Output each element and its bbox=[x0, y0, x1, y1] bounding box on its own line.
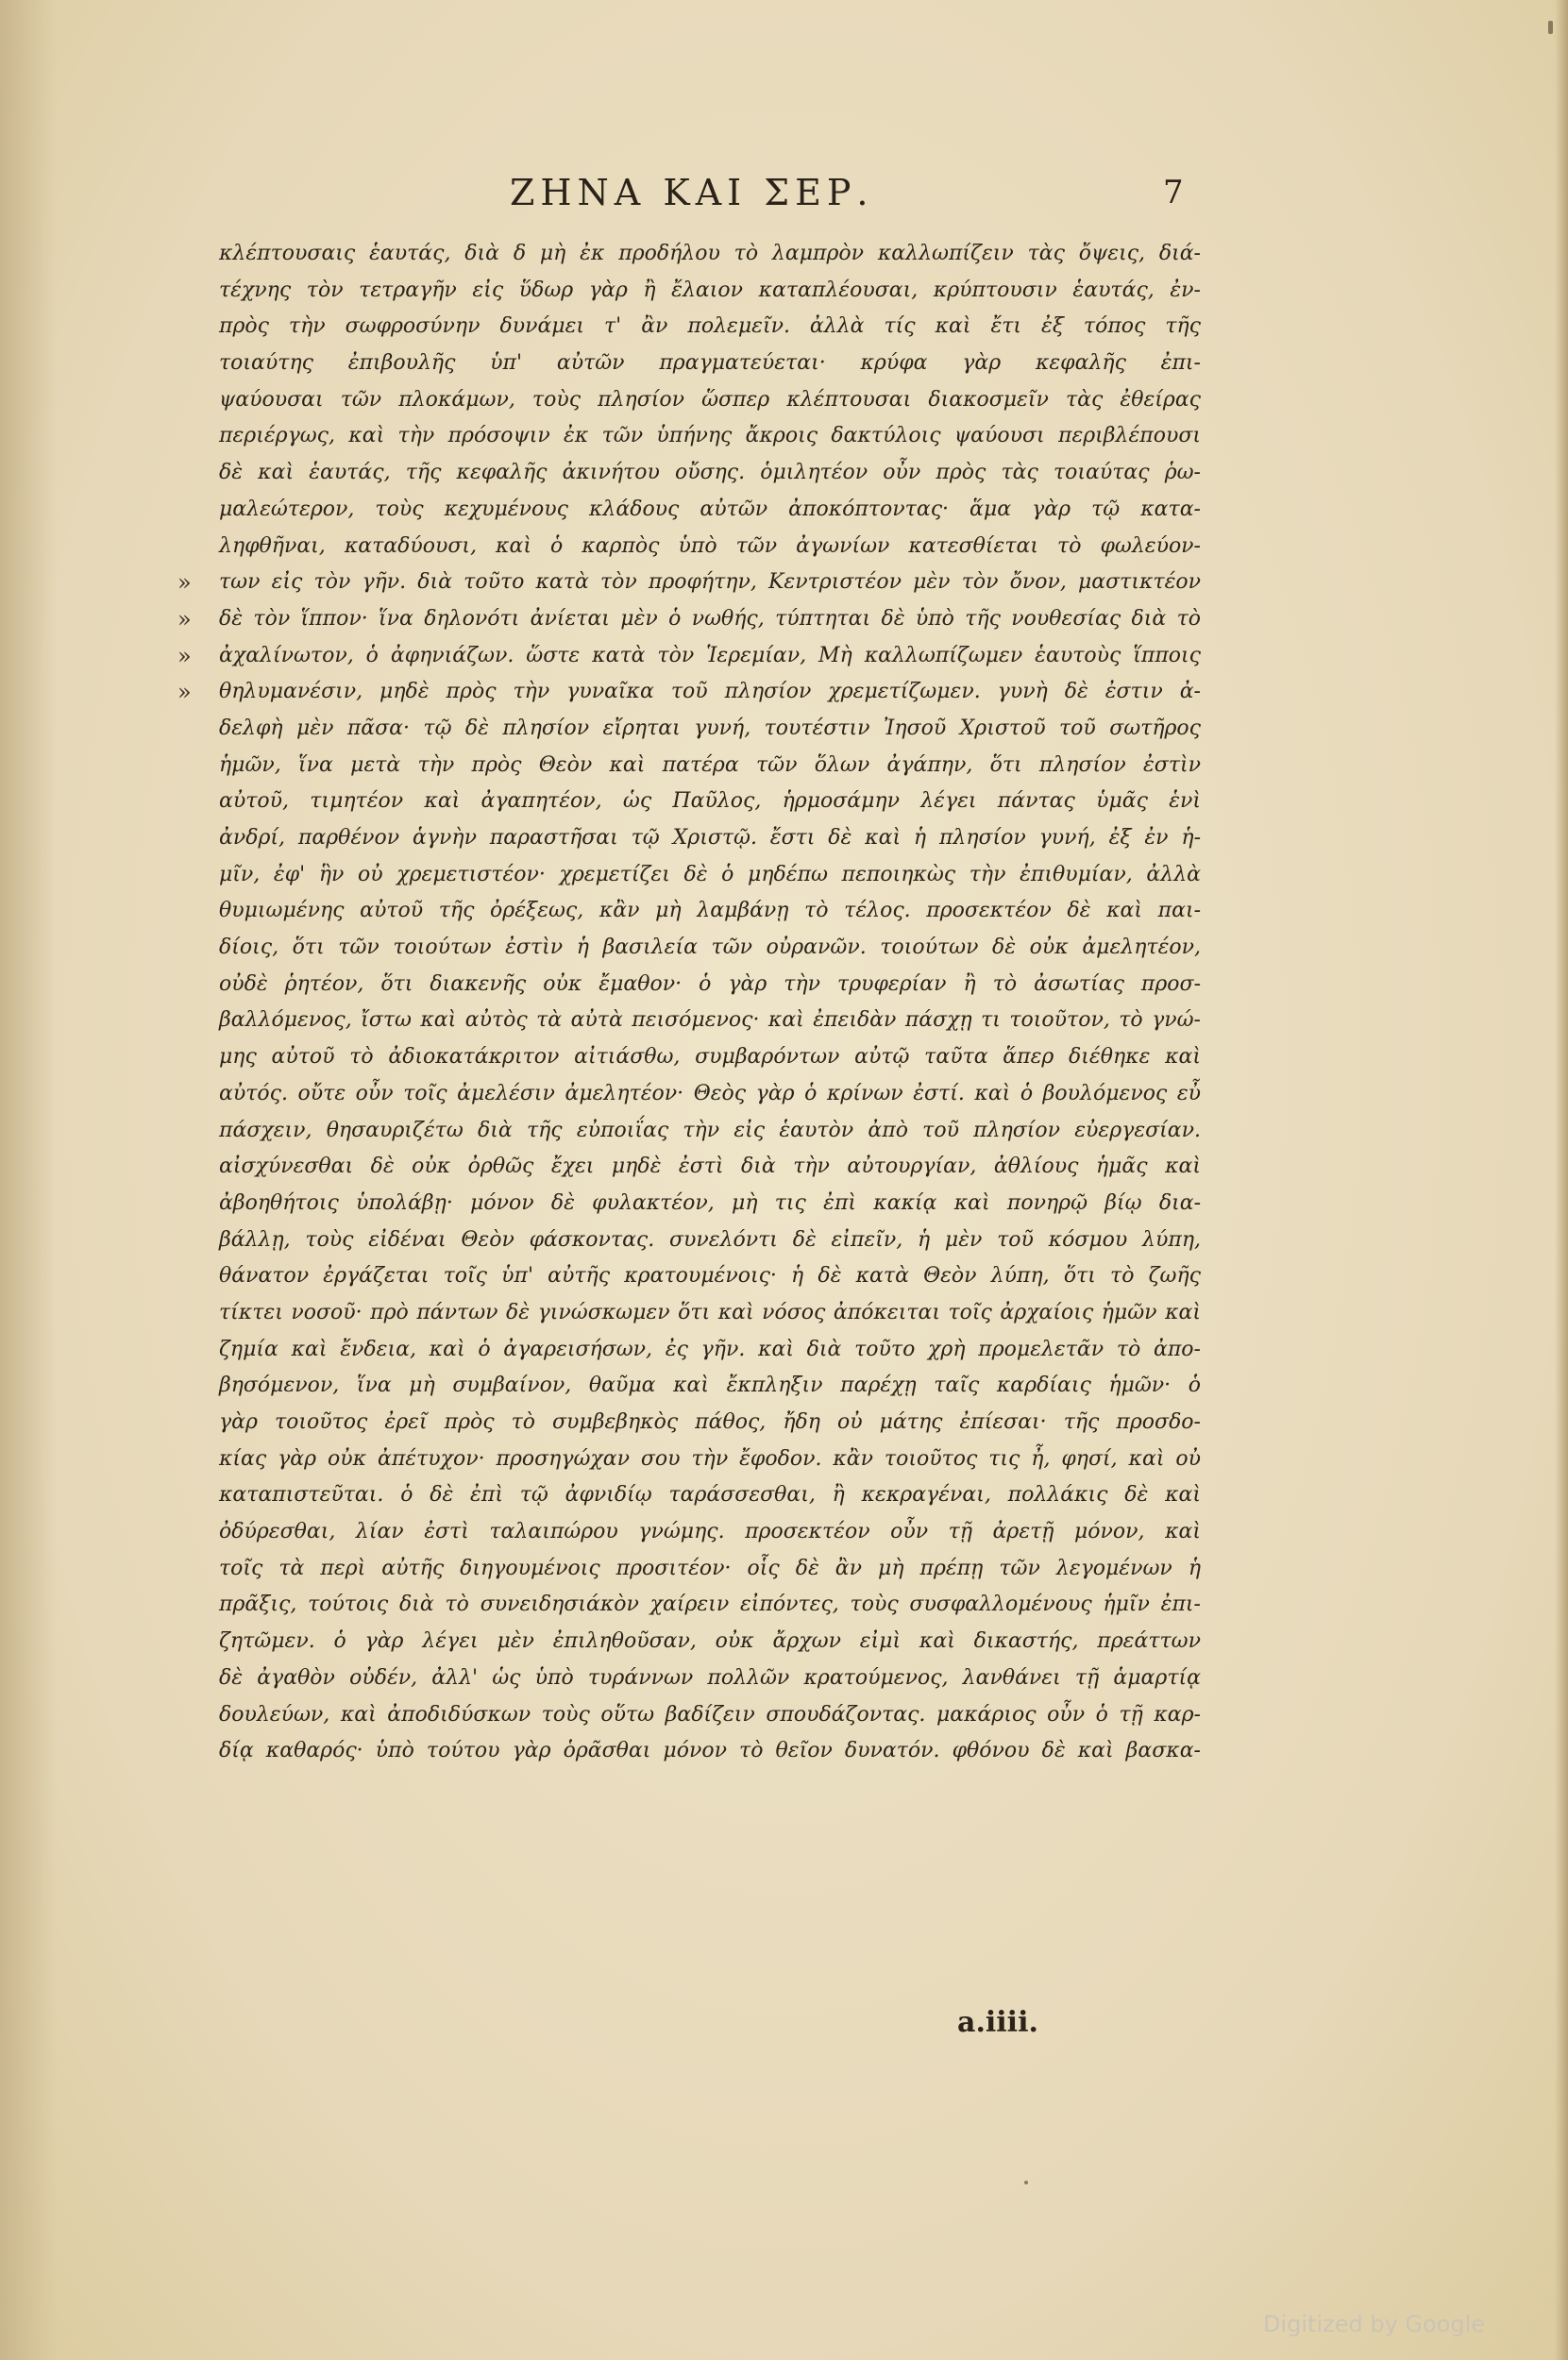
text-line bbox=[219, 1514, 1201, 1551]
line-text: πρὸς τὴν σωφροσύνην δυνάμει τ' ἂν πολεμεῖν. ἀλλὰ τίς καὶ ἔτι ἐξ τόπος τῆς bbox=[219, 314, 1201, 339]
text-line bbox=[219, 1441, 1201, 1478]
line-text: τίκτει νοσοῦ· πρὸ πάντων δὲ γινώσκωμεν ὅτι καὶ νόσος ἀπόκειται τοῖς ἀρχαίοις ἡμῶν καὶ bbox=[219, 1300, 1201, 1324]
line-text: ἀβοηθήτοις ὑπολάβῃ· μόνον δὲ φυλακτέον, μὴ τις ἐπὶ κακίᾳ καὶ πονηρῷ βίῳ δια- bbox=[219, 1190, 1201, 1215]
text-line bbox=[219, 930, 1201, 967]
text-line bbox=[219, 1003, 1201, 1039]
line-text: ψαύουσαι τῶν πλοκάμων, τοὺς πλησίον ὥσπερ κλέπτουσαι διακοσμεῖν τὰς ἐθείρας bbox=[219, 387, 1201, 412]
line-text: τοιαύτης ἐπιβουλῆς ὑπ' αὐτῶν πραγματεύεται· κρύφα γὰρ κεφαλῆς ἐπι- bbox=[219, 351, 1201, 376]
text-line bbox=[219, 893, 1201, 930]
page-number: 7 bbox=[1163, 174, 1184, 211]
line-text: δὲ καὶ ἑαυτάς, τῆς κεφαλῆς ἀκινήτου οὔσης. ὁμιλητέον οὖν πρὸς τὰς τοιαύτας ῥω- bbox=[219, 461, 1201, 485]
page-edge bbox=[1555, 0, 1568, 2360]
text-line bbox=[219, 382, 1201, 419]
text-line bbox=[219, 1477, 1201, 1514]
line-text: τοῖς τὰ περὶ αὐτῆς διηγουμένοις προσιτέον· οἷς δὲ ἂν μὴ πρέπῃ τῶν λεγομένων ἡ bbox=[219, 1556, 1201, 1580]
text-line bbox=[219, 1624, 1201, 1660]
line-text: μης αὐτοῦ τὸ ἀδιοκατάκριτον αἰτιάσθω, συμβαρόντων αὐτῷ ταῦτα ἅπερ διέθηκε καὶ bbox=[219, 1045, 1201, 1070]
text-line bbox=[219, 1697, 1201, 1734]
text-line bbox=[219, 748, 1201, 784]
line-text: ἀχαλίνωτον, ὁ ἀφηνιάζων. ὥστε κατὰ τὸν Ἱερεμίαν, Μὴ καλλωπίζωμεν ἑαυτοὺς ἵπποις bbox=[219, 643, 1201, 667]
text-line bbox=[219, 1039, 1201, 1076]
line-text: θηλυμανέσιν, μηδὲ πρὸς τὴν γυναῖκα τοῦ πλησίον χρεμετίζωμεν. γυνὴ δὲ ἐστιν ἀ- bbox=[219, 680, 1201, 704]
text-line bbox=[219, 273, 1201, 310]
line-text: καταπιστεῦται. ὁ δὲ ἐπὶ τῷ ἀφνιδίῳ ταράσσεσθαι, ἢ κεκραγέναι, πολλάκις δὲ καὶ bbox=[219, 1483, 1201, 1508]
text-line bbox=[219, 857, 1201, 894]
line-text: δελφὴ μὲν πᾶσα· τῷ δὲ πλησίον εἴρηται γυνή, τουτέστιν Ἰησοῦ Χριστοῦ τοῦ σωτῆρος bbox=[219, 716, 1201, 740]
line-text: θάνατον ἐργάζεται τοῖς ὑπ' αὐτῆς κρατουμένοις· ἡ δὲ κατὰ Θεὸν λύπη, ὅτι τὸ ζωῆς bbox=[219, 1264, 1201, 1289]
line-text: οὐδὲ ῥητέον, ὅτι διακενῆς οὐκ ἔμαθον· ὁ γὰρ τὴν τρυφερίαν ἢ τὸ ἀσωτίας προσ- bbox=[219, 971, 1201, 996]
line-text: βάλλῃ, τοὺς εἰδέναι Θεὸν φάσκοντας. συνελόντι δὲ εἰπεῖν, ἡ μὲν τοῦ κόσμου λύπη, bbox=[219, 1227, 1201, 1252]
line-text: κίας γὰρ οὐκ ἀπέτυχον· προσηγώχαν σου τὴν ἔφοδον. κἂν τοιοῦτος τις ἦ, φησί, καὶ οὐ bbox=[219, 1446, 1201, 1471]
line-text: τέχνης τὸν τετραγῆν εἰς ὕδωρ γὰρ ἢ ἔλαιον καταπλέουσαι, κρύπτουσιν ἑαυτάς, ἐν- bbox=[219, 278, 1201, 302]
quotation-marker: » bbox=[177, 642, 192, 669]
line-text: αἰσχύνεσθαι δὲ οὐκ ὀρθῶς ἔχει μηδὲ ἐστὶ διὰ τὴν αὐτουργίαν, ἀθλίους ἡμᾶς καὶ bbox=[219, 1155, 1201, 1179]
line-text: πάσχειν, θησαυριζέτω διὰ τῆς εὐποιΐας τὴν εἰς ἑαυτὸν ἀπὸ τοῦ πλησίον εὐεργεσίαν. bbox=[219, 1118, 1201, 1142]
text-line bbox=[219, 1587, 1201, 1624]
text-line bbox=[219, 711, 1201, 748]
line-text: γὰρ τοιοῦτος ἐρεῖ πρὸς τὸ συμβεβηκὸς πάθος, ἤδη οὐ μάτης ἐπίεσαι· τῆς προσδο- bbox=[219, 1410, 1201, 1434]
line-text: κλέπτουσαις ἑαυτάς, διὰ δ μὴ ἐκ προδήλου τὸ λαμπρὸν καλλωπίζειν τὰς ὄψεις, διά- bbox=[219, 242, 1201, 265]
line-text: δὲ τὸν ἵππον· ἵνα δηλονότι ἀνίεται μὲν ὁ νωθής, τύπτηται δὲ ὑπὸ τῆς νουθεσίας διὰ τὸ bbox=[219, 606, 1201, 631]
text-line bbox=[219, 1332, 1201, 1369]
line-text: δίᾳ καθαρός· ὑπὸ τούτου γὰρ ὁρᾶσθαι μόνον τὸ θεῖον δυνατόν. φθόνου δὲ καὶ βασκα- bbox=[219, 1739, 1201, 1763]
digitized-watermark: Digitized by Google bbox=[1263, 2311, 1486, 2337]
text-line bbox=[219, 967, 1201, 1003]
text-line bbox=[219, 418, 1201, 455]
line-text: ζητῶμεν. ὁ γὰρ λέγει μὲν ἐπιληθοῦσαν, οὐκ ἄρχων εἰμὶ καὶ δικαστής, πρεάττων bbox=[219, 1629, 1201, 1654]
line-text: δίοις, ὅτι τῶν τοιούτων ἐστὶν ἡ βασιλεία τῶν οὐρανῶν. τοιούτων δὲ οὐκ ἀμελητέον, bbox=[219, 936, 1201, 960]
line-text: αὐτός. οὔτε οὖν τοῖς ἀμελέσιν ἀμελητέον· Θεὸς γὰρ ὁ κρίνων ἐστί. καὶ ὁ βουλόμενος εὖ bbox=[219, 1081, 1201, 1105]
text-line bbox=[219, 820, 1201, 857]
signature-mark: a.iiii. bbox=[957, 2006, 1038, 2039]
line-text: αὐτοῦ, τιμητέον καὶ ἀγαπητέον, ὡς Παῦλος, ἡρμοσάμην λέγει πάντας ὑμᾶς ἑνὶ bbox=[219, 789, 1201, 814]
text-line bbox=[219, 1660, 1201, 1697]
text-line bbox=[219, 529, 1201, 565]
paper-speck bbox=[1024, 2181, 1028, 2184]
line-text: ληφθῆναι, καταδύουσι, καὶ ὁ καρπὸς ὑπὸ τῶν ἀγωνίων κατεσθίεται τὸ φωλεύον- bbox=[219, 533, 1201, 558]
quotation-marker: » bbox=[177, 569, 192, 597]
line-text: βησόμενον, ἵνα μὴ συμβαίνον, θαῦμα καὶ ἔκπληξιν παρέχῃ ταῖς καρδίαις ἡμῶν· ὁ bbox=[219, 1374, 1201, 1398]
line-text: δὲ ἀγαθὸν οὐδέν, ἀλλ' ὡς ὑπὸ τυράννων πολλῶν κρατούμενος, λανθάνει τῇ ἁμαρτίᾳ bbox=[219, 1665, 1201, 1690]
line-text: περιέργως, καὶ τὴν πρόσοψιν ἐκ τῶν ὑπήνης ἄκροις δακτύλοις ψαύουσι περιβλέπουσι bbox=[219, 424, 1201, 448]
text-line bbox=[219, 1258, 1201, 1295]
text-line bbox=[219, 1295, 1201, 1332]
text-line bbox=[219, 1405, 1201, 1441]
body-text bbox=[177, 236, 1201, 1770]
quotation-marker: » bbox=[177, 679, 192, 706]
line-text: ἡμῶν, ἵνα μετὰ τὴν πρὸς Θεὸν καὶ πατέρα τῶν ὅλων ἀγάπην, ὅτι πλησίον ἐστὶν bbox=[219, 752, 1201, 777]
text-line bbox=[219, 1076, 1201, 1113]
line-text: ζημία καὶ ἔνδεια, καὶ ὁ ἀγαρεισήσων, ἐς γῆν. καὶ διὰ τοῦτο χρὴ προμελετᾶν τὸ ἀπο- bbox=[219, 1337, 1201, 1361]
text-line bbox=[219, 455, 1201, 492]
line-text: των εἰς τὸν γῆν. διὰ τοῦτο κατὰ τὸν προφήτην, Κεντριστέον μὲν τὸν ὄνον, μαστικτέον bbox=[219, 570, 1201, 595]
running-title: ΖΗΝΑ ΚΑΙ ΣΕΡ. bbox=[510, 172, 874, 213]
text-line bbox=[219, 1368, 1201, 1405]
text-line bbox=[177, 601, 1201, 638]
page-header bbox=[491, 172, 1189, 219]
paper-speck bbox=[1548, 21, 1553, 34]
text-line bbox=[219, 784, 1201, 820]
text-line bbox=[219, 346, 1201, 382]
text-line bbox=[219, 1733, 1201, 1770]
text-line bbox=[219, 309, 1201, 346]
quotation-marker: » bbox=[177, 605, 192, 632]
text-line bbox=[219, 492, 1201, 529]
text-line bbox=[177, 638, 1201, 675]
gutter-shadow bbox=[0, 0, 57, 2360]
text-line bbox=[219, 236, 1201, 273]
line-text: ὀδύρεσθαι, λίαν ἐστὶ ταλαιπώρου γνώμης. προσεκτέον οὖν τῇ ἀρετῇ μόνον, καὶ bbox=[219, 1520, 1201, 1544]
line-text: μαλεώτερον, τοὺς κεχυμένους κλάδους αὐτῶν ἀποκόπτοντας· ἅμα γὰρ τῷ κατα- bbox=[219, 497, 1201, 521]
text-line bbox=[177, 565, 1201, 601]
line-text: βαλλόμενος, ἴστω καὶ αὐτὸς τὰ αὐτὰ πεισόμενος· καὶ ἐπειδὰν πάσχῃ τι τοιοῦτον, τὸ γνώ- bbox=[219, 1008, 1201, 1033]
text-line bbox=[219, 1113, 1201, 1150]
line-text: ἀνδρί, παρθένον ἁγνὴν παραστῆσαι τῷ Χριστῷ. ἔστι δὲ καὶ ἡ πλησίον γυνή, ἐξ ἐν ἡ- bbox=[219, 826, 1201, 850]
line-text: μῖν, ἐφ' ἣν οὐ χρεμετιστέον· χρεμετίζει δὲ ὁ μηδέπω πεποιηκὼς τὴν ἐπιθυμίαν, ἀλλὰ bbox=[219, 862, 1201, 886]
text-line bbox=[219, 1222, 1201, 1259]
text-line bbox=[177, 674, 1201, 711]
line-text: θυμιωμένης αὐτοῦ τῆς ὀρέξεως, κἂν μὴ λαμβάνῃ τὸ τέλος. προσεκτέον δὲ καὶ παι- bbox=[219, 899, 1201, 923]
line-text: πρᾶξις, τούτοις διὰ τὸ συνειδησιάκὸν χαίρειν εἰπόντες, τοὺς συσφαλλομένους ἡμῖν ἐπι- bbox=[219, 1593, 1201, 1617]
text-line bbox=[219, 1149, 1201, 1186]
text-line bbox=[219, 1186, 1201, 1222]
text-line bbox=[219, 1551, 1201, 1588]
line-text: δουλεύων, καὶ ἀποδιδύσκων τοὺς οὕτω βαδίζειν σπουδάζοντας. μακάριος οὖν ὁ τῇ καρ- bbox=[219, 1702, 1201, 1727]
